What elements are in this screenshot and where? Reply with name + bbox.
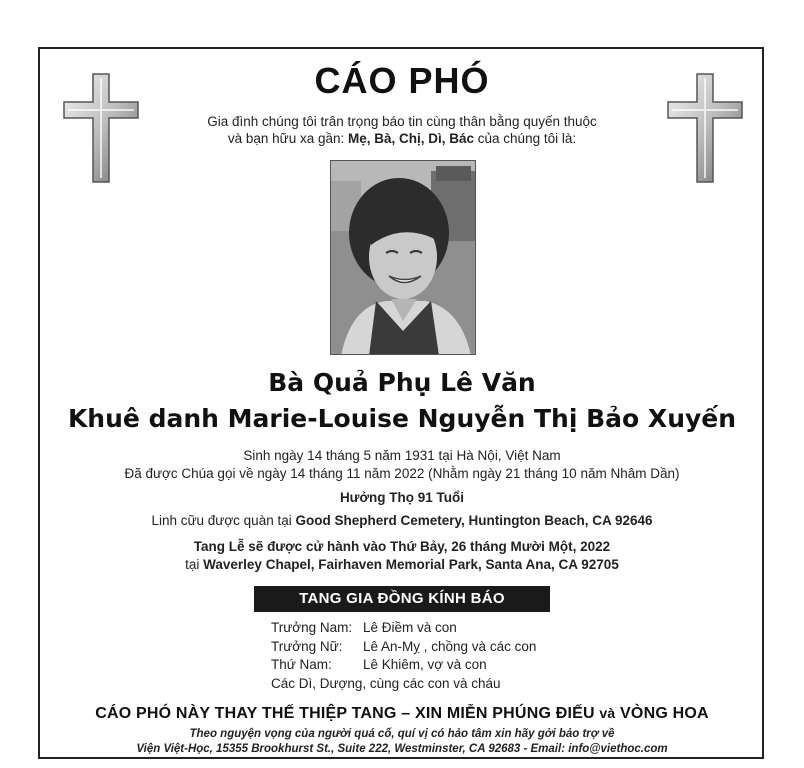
service-info (40, 538, 764, 574)
deceased-full-name: Khuê danh Marie-Louise Nguyễn Thị Bảo Xuyến (67, 404, 737, 433)
intro-relations: Mẹ, Bà, Chị, Dì, Bác (348, 131, 475, 146)
footer-line-1: Theo nguyện vọng của người quá cố, quí vị có hảo tâm xin hãy gởi bảo trợ về (189, 728, 615, 740)
intro-line-2 (40, 130, 764, 147)
family-value: Lê An-Mỵ , chồng và các con (363, 638, 537, 654)
family-announcement-banner: TANG GIA ĐỒNG KÍNH BÁO (254, 586, 550, 612)
family-label: Trưởng Nữ: (271, 638, 343, 654)
intro-text (40, 113, 764, 147)
service-prefix: tại (185, 557, 204, 572)
footer-line-2: Viện Việt-Học, 15355 Brookhurst St., Suite 222, Westminster, CA 92683 - Email: info@viethoc.com (136, 743, 668, 755)
closing-part-3: VÒNG HOA (615, 705, 709, 722)
family-label: Thứ Nam: (271, 657, 332, 672)
donation-footer (40, 727, 764, 757)
death-info: Đã được Chúa gọi về ngày 14 tháng 11 năm 2022 (Nhằm ngày 21 tháng 10 năm Nhâm Dần) (124, 466, 680, 481)
family-value: Lê Khiêm, vợ và con (363, 657, 487, 672)
intro-line-1: Gia đình chúng tôi trân trọng báo tin cùng thân bằng quyến thuộc (207, 114, 597, 129)
portrait-illustration (331, 161, 476, 355)
service-line-2 (40, 556, 764, 574)
age-info: Hưởng Thọ 91 Tuổi (339, 490, 465, 505)
list-item (271, 657, 536, 676)
intro-line-2-prefix: và bạn hữu xa gần: (227, 131, 348, 146)
burial-prefix: Linh cữu được quàn tại (151, 513, 296, 528)
closing-statement (40, 705, 764, 723)
family-extended: Các Dì, Dượng, cùng các con và cháu (271, 675, 501, 691)
birth-info: Sinh ngày 14 tháng 5 năm 1931 tại Hà Nội, Việt Nam (243, 448, 561, 463)
burial-info (40, 513, 764, 528)
family-value: Lê Điềm và con (363, 620, 457, 635)
intro-line-2-suffix: của chúng tôi là: (474, 131, 577, 146)
service-line-1: Tang Lễ sẽ được cử hành vào Thứ Bảy, 26 tháng Mười Một, 2022 (193, 539, 611, 554)
closing-part-2: và (599, 705, 616, 721)
list-item (271, 639, 536, 658)
page-title: CÁO PHÓ (314, 60, 490, 101)
family-list (271, 620, 536, 694)
burial-place: Good Shepherd Cemetery, Huntington Beach, CA 92646 (295, 513, 653, 528)
list-item (271, 676, 536, 695)
portrait-photo (330, 160, 476, 355)
service-place: Waverley Chapel, Fairhaven Memorial Park, Santa Ana, CA 92705 (203, 557, 619, 572)
deceased-name: Bà Quả Phụ Lê Văn (268, 368, 536, 397)
family-label: Trưởng Nam: (271, 620, 353, 635)
closing-part-1: CÁO PHÓ NÀY THAY THẾ THIỆP TANG – XIN MIỄN PHÚNG ĐIẾU (95, 705, 600, 722)
list-item (271, 620, 536, 639)
